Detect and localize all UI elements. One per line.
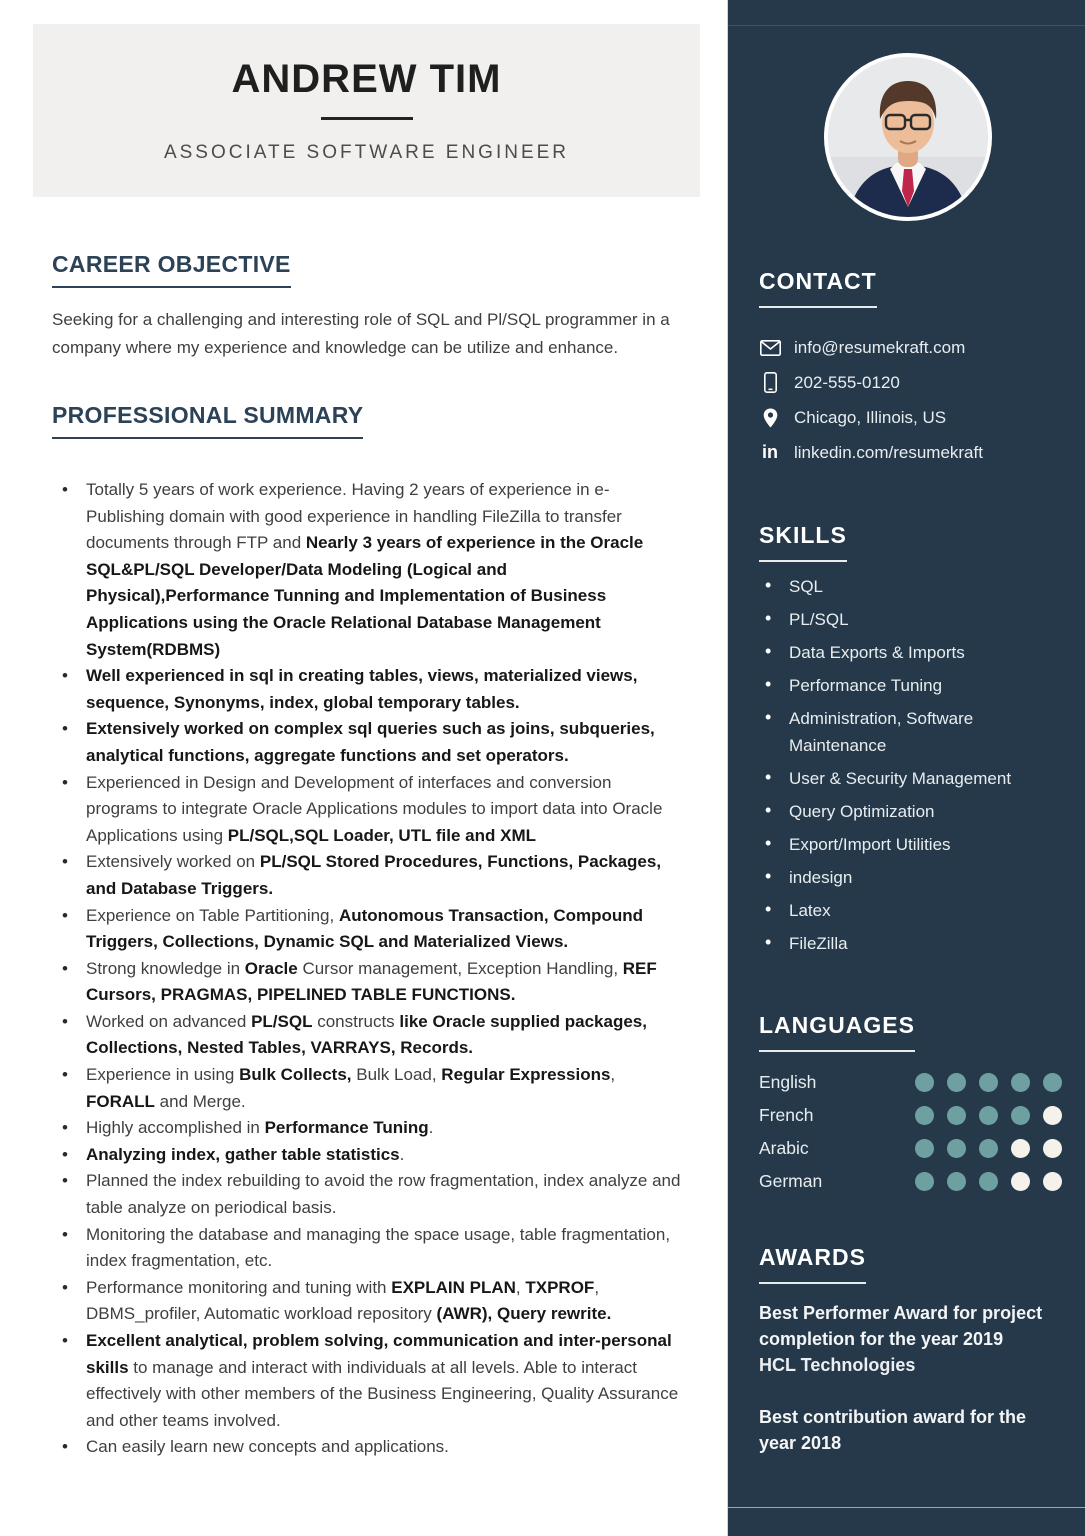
summary-bullet: • Totally 5 years of work experience. Having 2 years of experience in e-Publishing domain with good experience in handling FileZilla to transfer documents through FTP and Nearly 3 years of experience in the Oracle SQL&PL/SQL Developer/Data Modeling (Logical and Physical),Performance Tunning and Implementation of Business Applications using the Oracle Relational Database Management System(RDBMS) <box>52 477 685 663</box>
level-dot-filled <box>979 1106 998 1125</box>
profile-photo-illustration <box>828 57 988 217</box>
summary-bullet: • Extensively worked on complex sql queries such as joins, subqueries, analytical functions, aggregate functions and set operators. <box>52 716 685 769</box>
main-content <box>52 197 685 1461</box>
skill-item: • Latex <box>759 894 1057 927</box>
contact-item-text: linkedin.com/resumekraft <box>794 442 983 462</box>
level-dot-filled <box>947 1106 966 1125</box>
language-row <box>759 1066 1057 1099</box>
sidebar <box>727 0 1085 1536</box>
summary-bullet: • Strong knowledge in Oracle Cursor management, Exception Handling, REF Cursors, PRAGMAS, PIPELINED TABLE FUNCTIONS. <box>52 956 685 1009</box>
summary-bullet: • Performance monitoring and tuning with EXPLAIN PLAN, TXPROF, DBMS_profiler, Automatic workload repository (AWR), Query rewrite. <box>52 1275 685 1328</box>
professional-summary-list <box>52 477 685 1461</box>
summary-bullet: • Extensively worked on PL/SQL Stored Procedures, Functions, Packages, and Database Triggers. <box>52 849 685 902</box>
summary-bullet: • Planned the index rebuilding to avoid the row fragmentation, index analyze and table analyze on periodical basis. <box>52 1168 685 1221</box>
sidebar-bottom-divider <box>728 1507 1085 1508</box>
contact-heading: CONTACT <box>759 268 877 308</box>
level-dot-filled <box>1011 1073 1030 1092</box>
award-title: Best contribution award for the year 2018 <box>759 1407 1027 1453</box>
contact-item[interactable] <box>759 400 1057 435</box>
skills-heading: SKILLS <box>759 522 847 562</box>
skill-item: • SQL <box>759 570 1057 603</box>
skill-item: • Query Optimization <box>759 795 1057 828</box>
language-level-dots <box>915 1139 1062 1158</box>
skill-item: • Administration, Software Maintenance <box>759 702 1057 762</box>
linkedin-icon: in <box>762 442 778 462</box>
job-title: ASSOCIATE SOFTWARE ENGINEER <box>163 142 570 163</box>
language-name: German <box>759 1171 823 1191</box>
skill-item: • FileZilla <box>759 927 1057 960</box>
language-level-dots <box>915 1073 1062 1092</box>
name-divider <box>321 117 413 120</box>
email-icon <box>759 340 781 356</box>
contact-item-text: info@resumekraft.com <box>794 337 966 357</box>
language-row <box>759 1099 1057 1132</box>
awards-list <box>759 1300 1057 1456</box>
sidebar-top-divider <box>728 25 1085 26</box>
skill-item: • PL/SQL <box>759 603 1057 636</box>
location-pin-icon <box>759 408 781 428</box>
language-row <box>759 1165 1057 1198</box>
contact-item[interactable] <box>759 330 1057 365</box>
level-dot-filled <box>915 1172 934 1191</box>
level-dot-filled <box>947 1172 966 1191</box>
skill-item: • Export/Import Utilities <box>759 828 1057 861</box>
level-dot-filled <box>979 1073 998 1092</box>
level-dot-empty <box>1043 1139 1062 1158</box>
skill-item: • Performance Tuning <box>759 669 1057 702</box>
summary-bullet: • Highly accomplished in Performance Tuning. <box>52 1115 685 1142</box>
profile-photo <box>824 53 992 221</box>
contact-item-text: 202-555-0120 <box>794 372 900 392</box>
summary-bullet: • Worked on advanced PL/SQL constructs like Oracle supplied packages, Collections, Nested Tables, VARRAYS, Records. <box>52 1009 685 1062</box>
level-dot-empty <box>1043 1106 1062 1125</box>
languages-list <box>759 1066 1057 1198</box>
level-dot-filled <box>915 1073 934 1092</box>
level-dot-filled <box>947 1139 966 1158</box>
summary-bullet: • Monitoring the database and managing the space usage, table fragmentation, index fragmentation, etc. <box>52 1222 685 1275</box>
language-row <box>759 1132 1057 1165</box>
level-dot-filled <box>979 1172 998 1191</box>
language-name: English <box>759 1072 817 1092</box>
language-level-dots <box>915 1106 1062 1125</box>
skill-item: • indesign <box>759 861 1057 894</box>
phone-icon <box>759 372 781 393</box>
level-dot-empty <box>1043 1172 1062 1191</box>
level-dot-empty <box>1011 1139 1030 1158</box>
career-objective-text: Seeking for a challenging and interesting role of SQL and Pl/SQL programmer in a company where my experience and knowledge can be utilize and enhance. <box>52 310 670 357</box>
language-level-dots <box>915 1172 1062 1191</box>
summary-bullet: • Experience on Table Partitioning, Autonomous Transaction, Compound Triggers, Collections, Dynamic SQL and Materialized Views. <box>52 903 685 956</box>
summary-bullet: • Experienced in Design and Development of interfaces and conversion programs to integrate Oracle Applications modules to import data into Oracle Applications using PL/SQL,SQL Loader, UTL file and XML <box>52 770 685 850</box>
skills-list <box>759 570 1057 960</box>
professional-summary-heading: PROFESSIONAL SUMMARY <box>52 402 363 439</box>
level-dot-filled <box>915 1106 934 1125</box>
award-organization: HCL Technologies <box>759 1355 916 1375</box>
contact-item-text: Chicago, Illinois, US <box>794 407 947 427</box>
language-name: Arabic <box>759 1138 809 1158</box>
summary-bullet: • Can easily learn new concepts and applications. <box>52 1434 685 1461</box>
language-name: French <box>759 1105 814 1125</box>
level-dot-filled <box>1043 1073 1062 1092</box>
header-band <box>33 24 700 197</box>
contact-item[interactable] <box>759 365 1057 400</box>
award-title: Best Performer Award for project completion for the year 2019 <box>759 1303 1043 1349</box>
summary-bullet: • Experience in using Bulk Collects, Bulk Load, Regular Expressions, FORALL and Merge. <box>52 1062 685 1115</box>
languages-heading: LANGUAGES <box>759 1012 915 1052</box>
skill-item: • Data Exports & Imports <box>759 636 1057 669</box>
summary-bullet: • Well experienced in sql in creating tables, views, materialized views, sequence, Synonyms, index, global temporary tables. <box>52 663 685 716</box>
contact-list <box>759 330 1057 470</box>
summary-bullet: • Analyzing index, gather table statistics. <box>52 1142 685 1169</box>
level-dot-filled <box>1011 1106 1030 1125</box>
level-dot-filled <box>915 1139 934 1158</box>
level-dot-filled <box>979 1139 998 1158</box>
skill-item: • User & Security Management <box>759 762 1057 795</box>
summary-bullet: • Excellent analytical, problem solving, communication and inter-personal skills to manage and interact with individuals at all levels. Able to interact effectively with other members of the Business Engineering, Quality Assurance and other teams involved. <box>52 1328 685 1434</box>
level-dot-empty <box>1011 1172 1030 1191</box>
contact-item[interactable] <box>759 435 1057 470</box>
level-dot-filled <box>947 1073 966 1092</box>
award-item <box>759 1404 1057 1456</box>
career-objective-heading: CAREER OBJECTIVE <box>52 251 291 288</box>
award-item <box>759 1300 1057 1378</box>
person-name: ANDREW TIM <box>231 57 502 101</box>
awards-heading: AWARDS <box>759 1244 866 1284</box>
